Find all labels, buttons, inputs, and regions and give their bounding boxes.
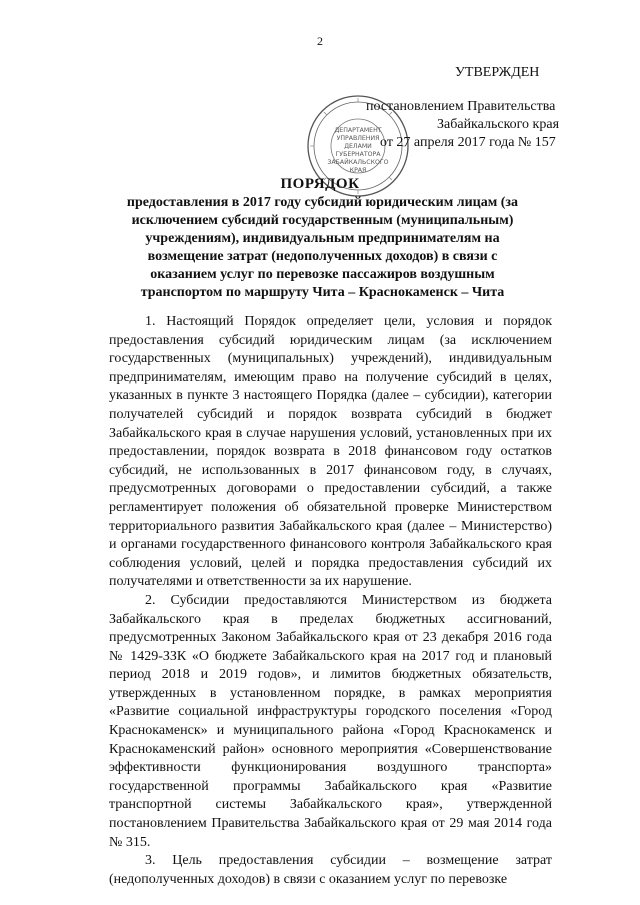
approval-heading: УТВЕРЖДЕН	[455, 65, 540, 80]
approval-line: Забайкальского края	[437, 117, 560, 132]
page-number: 2	[317, 34, 323, 48]
paragraph: 1. Настоящий Порядок определяет цели, условия и порядок предоставления субсидий юридическим лицам (за исключением государственных (муниципальных) учреждений), индивидуальным предпринимателям, имеющим право на получение субсидий в целях, указанных в пункте 3 настоящего Порядка (далее – субсидии), категории получателей субсидий и порядок возврата субсидий в бюджет Забайкальского края в случае нарушения условий, установленных при их предоставлении, порядок возврата в 2018 финансовом году остатков субсидий, не использованных в 2017 финансовом году, в случаях, предусмотренных договорами о предоставлении субсидий, а также регламентирует положения об обязательной проверке Министерством территориального развития Забайкальского края (далее – Министерство) и органами государственного финансового контроля Забайкальского края соблюдения условий, целей и порядка предоставления субсидий их получателями и ответственности за их нарушение.	[109, 314, 552, 590]
paragraph: 2. Субсидии предоставляются Министерством из бюджета Забайкальского края в пределах бюджетных ассигнований, предусмотренных Законом Забайкальского края от 23 декабря 2016 года № 1429-ЗЗК «О бюджете Забайкальского края на 2017 год и плановый период 2018 и 2019 годов», и лимитов бюджетных обязательств, утвержденных в установленном порядке, в рамках мероприятия «Развитие социальной инфраструктуры городского поселения «Город Краснокаменск» и муниципального района «Город Краснокаменск и Краснокаменский район» основного мероприятия «Совершенствование эффективности функционирования воздушного транспорта» государственной программы Забайкальского края «Развитие транспортной системы Забайкальского края», утвержденной постановлением Правительства Забайкальского края от 29 мая 2014 года № 315.	[109, 592, 552, 850]
svg-text:ЗАБАЙКАЛЬСКОГО: ЗАБАЙКАЛЬСКОГО	[327, 159, 389, 166]
document-subtitle: предоставления в 2017 году субсидий юридическим лицам (за исключением субсидий государственным (муниципальным) учреждениям), индивидуальным предпринимателям на возмещение затрат (недополученных доходов) в связи с оказанием услуг по перевозке пассажиров воздушным транспортом по маршруту Чита – Краснокаменск – Чита	[126, 195, 519, 300]
document-body	[109, 313, 552, 889]
approval-date-line: от 27 апреля 2017 года № 157	[380, 135, 556, 150]
document-title: ПОРЯДОК	[280, 176, 360, 192]
svg-text:КРАЯ: КРАЯ	[349, 167, 367, 174]
approval-line: постановлением Правительства	[366, 99, 556, 114]
svg-text:ДЕЛАМИ: ДЕЛАМИ	[344, 143, 372, 150]
paragraph: 3. Цель предоставления субсидии – возмещение затрат (недополученных доходов) в связи с оказанием услуг по перевозке	[109, 853, 552, 887]
svg-text:УПРАВЛЕНИЯ: УПРАВЛЕНИЯ	[336, 135, 380, 142]
svg-text:ГУБЕРНАТОРА: ГУБЕРНАТОРА	[335, 151, 381, 158]
svg-text:ДЕПАРТАМЕНТ: ДЕПАРТАМЕНТ	[334, 127, 382, 134]
